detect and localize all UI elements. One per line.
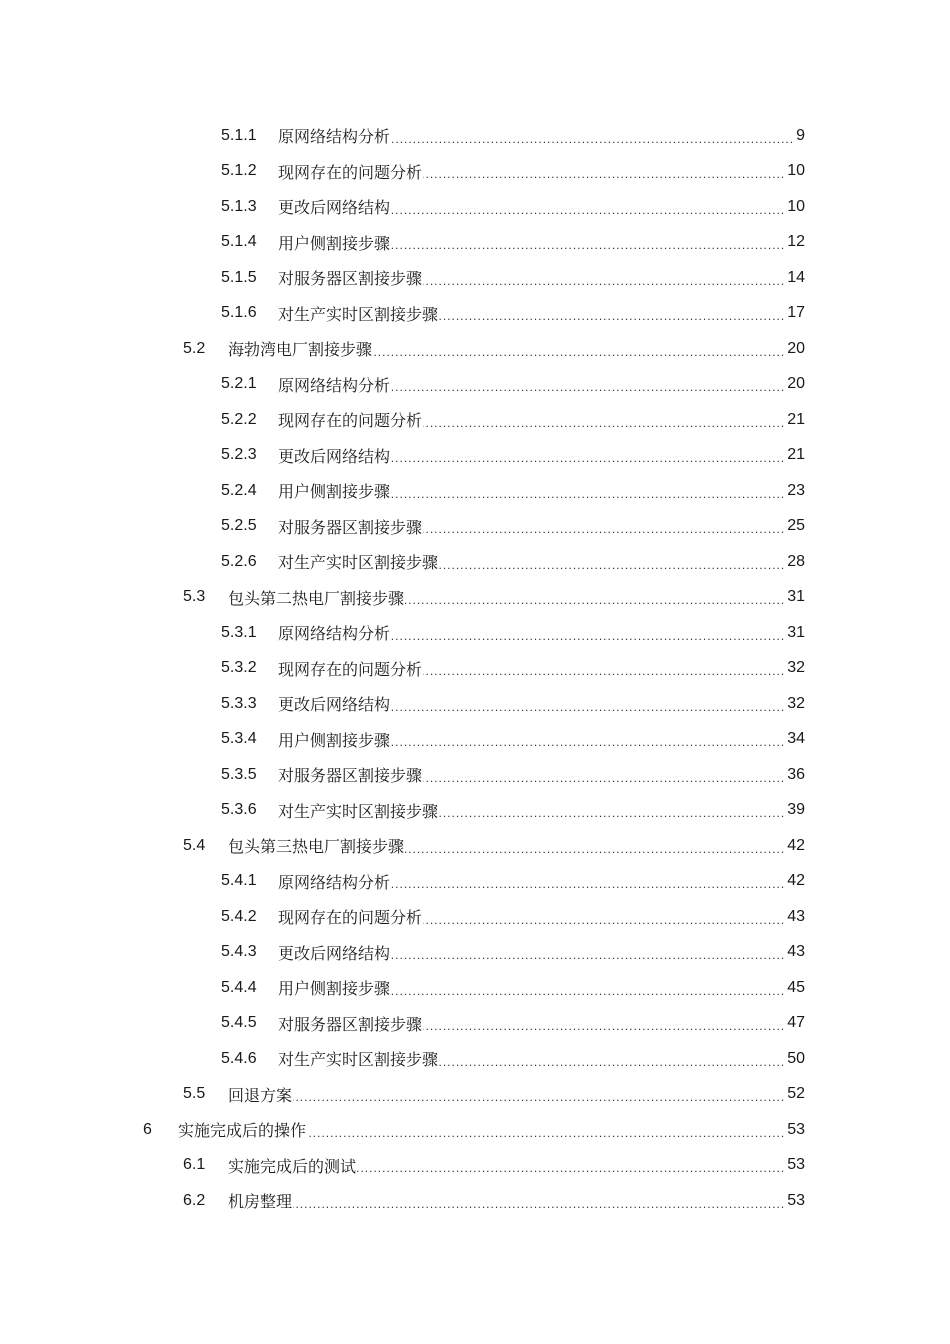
toc-entry[interactable] — [0, 580, 950, 616]
toc-entry-title: 用户侧割接步骤 — [278, 482, 391, 502]
toc-entry[interactable] — [0, 473, 950, 509]
toc-entry-page-number: 32 — [787, 694, 805, 712]
toc-entry-page-number: 23 — [787, 481, 805, 499]
toc-entry-number: 5.3.6 — [221, 801, 257, 819]
toc-entry[interactable] — [0, 544, 950, 580]
toc-entry-page-number: 36 — [787, 765, 805, 783]
toc-entry[interactable] — [0, 260, 950, 296]
toc-entry-page-number: 53 — [787, 1156, 805, 1174]
toc-entry-number: 5.3.5 — [221, 765, 257, 783]
toc-entry-title: 更改后网络结构 — [278, 695, 391, 715]
toc-dot-leader — [439, 309, 785, 323]
toc-entry-page-number: 50 — [787, 1049, 805, 1067]
toc-entry-title: 对服务器区割接步骤 — [278, 1014, 423, 1034]
toc-entry[interactable] — [0, 189, 950, 225]
toc-entry-title: 包头第二热电厂割接步骤 — [228, 588, 405, 608]
toc-entry-page-number: 31 — [787, 588, 805, 606]
toc-entry-number: 6.2 — [183, 1191, 206, 1209]
toc-entry[interactable] — [0, 935, 950, 971]
toc-entry-title: 更改后网络结构 — [278, 446, 391, 466]
toc-entry-page-number: 20 — [787, 339, 805, 357]
toc-entry-number: 5.2.1 — [221, 375, 257, 393]
toc-entry-page-number: 42 — [787, 836, 805, 854]
toc-dot-leader — [391, 948, 785, 962]
toc-entry-title: 现网存在的问题分析 — [278, 908, 423, 928]
toc-entry-page-number: 43 — [787, 943, 805, 961]
toc-entry[interactable] — [0, 1183, 950, 1219]
toc-entry-number: 5.2.6 — [221, 552, 257, 570]
toc-entry-number: 5.2.2 — [221, 410, 257, 428]
toc-entry-title: 用户侧割接步骤 — [278, 233, 391, 253]
toc-entry-number: 5.4 — [183, 836, 206, 854]
toc-dot-leader — [391, 203, 785, 217]
toc-dot-leader — [391, 238, 785, 252]
toc-entry-page-number: 20 — [787, 375, 805, 393]
toc-entry-number: 5.2.4 — [221, 481, 257, 499]
toc-entry[interactable] — [0, 1006, 950, 1042]
toc-entry[interactable] — [0, 793, 950, 829]
toc-dot-leader — [423, 274, 785, 288]
toc-entry-page-number: 17 — [787, 304, 805, 322]
toc-dot-leader — [391, 487, 785, 501]
toc-dot-leader — [423, 167, 785, 181]
toc-entry-number: 5.2.5 — [221, 517, 257, 535]
toc-dot-leader — [391, 735, 785, 749]
toc-entry-title: 对服务器区割接步骤 — [278, 269, 423, 289]
toc-entry[interactable] — [0, 686, 950, 722]
toc-dot-leader — [293, 1197, 785, 1211]
toc-entry-page-number: 43 — [787, 907, 805, 925]
toc-entry-title: 现网存在的问题分析 — [278, 411, 423, 431]
toc-dot-leader — [423, 416, 785, 430]
toc-entry[interactable] — [0, 1148, 950, 1184]
toc-dot-leader — [391, 700, 785, 714]
toc-dot-leader — [423, 522, 785, 536]
toc-entry-title: 现网存在的问题分析 — [278, 162, 423, 182]
toc-entry[interactable] — [0, 438, 950, 474]
toc-entry-title: 对生产实时区割接步骤 — [278, 553, 439, 573]
toc-entry-page-number: 42 — [787, 872, 805, 890]
toc-entry[interactable] — [0, 509, 950, 545]
toc-entry-title: 原网络结构分析 — [278, 375, 391, 395]
toc-entry-number: 5.2 — [183, 339, 206, 357]
toc-dot-leader — [391, 451, 785, 465]
toc-entry[interactable] — [0, 828, 950, 864]
toc-entry-number: 5.4.4 — [221, 978, 257, 996]
toc-dot-leader — [391, 132, 794, 146]
toc-entry-page-number: 9 — [796, 126, 805, 144]
toc-entry-title: 原网络结构分析 — [278, 872, 391, 892]
toc-entry-title: 对服务器区割接步骤 — [278, 766, 423, 786]
toc-entry-page-number: 28 — [787, 552, 805, 570]
toc-entry-number: 5.1.6 — [221, 304, 257, 322]
toc-entry-title: 现网存在的问题分析 — [278, 659, 423, 679]
toc-entry-number: 6 — [143, 1120, 152, 1138]
toc-entry-number: 5.3.1 — [221, 623, 257, 641]
toc-entry-page-number: 25 — [787, 517, 805, 535]
toc-entry-number: 5.5 — [183, 1085, 206, 1103]
toc-entry-number: 5.1.5 — [221, 268, 257, 286]
toc-entry-page-number: 21 — [787, 446, 805, 464]
toc-entry[interactable] — [0, 864, 950, 900]
toc-entry-number: 5.1.4 — [221, 233, 257, 251]
toc-entry-page-number: 10 — [787, 197, 805, 215]
toc-entry-number: 5.1.1 — [221, 126, 257, 144]
toc-entry-page-number: 12 — [787, 233, 805, 251]
toc-dot-leader — [391, 877, 785, 891]
toc-entry-title: 原网络结构分析 — [278, 624, 391, 644]
toc-entry-page-number: 52 — [787, 1085, 805, 1103]
table-of-contents — [0, 118, 950, 1219]
toc-entry-title: 包头第三热电厂割接步骤 — [228, 837, 405, 857]
toc-dot-leader — [423, 913, 785, 927]
toc-entry-title: 用户侧割接步骤 — [278, 730, 391, 750]
toc-entry-number: 6.1 — [183, 1156, 206, 1174]
toc-entry-number: 5.3.3 — [221, 694, 257, 712]
toc-entry[interactable] — [0, 1112, 950, 1148]
toc-dot-leader — [439, 806, 785, 820]
toc-entry-title: 对生产实时区割接步骤 — [278, 1050, 439, 1070]
toc-entry-page-number: 45 — [787, 978, 805, 996]
toc-dot-leader — [293, 1090, 785, 1104]
toc-entry-title: 机房整理 — [228, 1192, 293, 1212]
toc-entry-number: 5.3.4 — [221, 730, 257, 748]
toc-entry-number: 5.3.2 — [221, 659, 257, 677]
toc-entry[interactable] — [0, 154, 950, 190]
toc-entry[interactable] — [0, 722, 950, 758]
toc-dot-leader — [391, 984, 785, 998]
toc-entry-page-number: 31 — [787, 623, 805, 641]
toc-entry-title: 更改后网络结构 — [278, 198, 391, 218]
toc-entry-page-number: 53 — [787, 1120, 805, 1138]
toc-entry-page-number: 21 — [787, 410, 805, 428]
toc-dot-leader — [391, 380, 785, 394]
toc-entry[interactable] — [0, 225, 950, 261]
toc-entry-number: 5.4.5 — [221, 1014, 257, 1032]
toc-entry[interactable] — [0, 296, 950, 332]
toc-entry-number: 5.4.2 — [221, 907, 257, 925]
toc-entry[interactable] — [0, 402, 950, 438]
toc-dot-leader — [373, 345, 785, 359]
toc-entry-number: 5.4.3 — [221, 943, 257, 961]
toc-entry-title: 原网络结构分析 — [278, 127, 391, 147]
toc-dot-leader — [439, 1055, 785, 1069]
toc-entry-number: 5.4.6 — [221, 1049, 257, 1067]
toc-dot-leader — [423, 771, 785, 785]
toc-entry[interactable] — [0, 1041, 950, 1077]
toc-entry-page-number: 39 — [787, 801, 805, 819]
toc-entry-title: 实施完成后的操作 — [178, 1121, 307, 1141]
toc-dot-leader — [439, 558, 785, 572]
toc-entry-title: 对生产实时区割接步骤 — [278, 801, 439, 821]
toc-dot-leader — [423, 664, 785, 678]
toc-dot-leader — [307, 1126, 785, 1140]
toc-entry-number: 5.1.2 — [221, 162, 257, 180]
toc-dot-leader — [391, 629, 785, 643]
toc-entry-page-number: 47 — [787, 1014, 805, 1032]
toc-entry-title: 回退方案 — [228, 1085, 293, 1105]
toc-entry-title: 对生产实时区割接步骤 — [278, 304, 439, 324]
toc-entry[interactable] — [0, 899, 950, 935]
toc-entry-page-number: 14 — [787, 268, 805, 286]
toc-entry-page-number: 32 — [787, 659, 805, 677]
toc-dot-leader — [423, 1019, 785, 1033]
toc-entry[interactable] — [0, 331, 950, 367]
toc-entry-page-number: 53 — [787, 1191, 805, 1209]
toc-entry-title: 对服务器区割接步骤 — [278, 517, 423, 537]
toc-dot-leader — [405, 593, 785, 607]
toc-entry[interactable] — [0, 757, 950, 793]
toc-entry[interactable] — [0, 118, 950, 154]
toc-entry[interactable] — [0, 651, 950, 687]
toc-entry-title: 更改后网络结构 — [278, 943, 391, 963]
toc-entry[interactable] — [0, 615, 950, 651]
toc-dot-leader — [405, 842, 785, 856]
toc-dot-leader — [357, 1161, 785, 1175]
toc-entry-title: 海勃湾电厂割接步骤 — [228, 340, 373, 360]
toc-entry-page-number: 10 — [787, 162, 805, 180]
toc-entry-number: 5.3 — [183, 588, 206, 606]
toc-entry[interactable] — [0, 1077, 950, 1113]
toc-entry-number: 5.2.3 — [221, 446, 257, 464]
toc-entry[interactable] — [0, 367, 950, 403]
toc-entry-title: 实施完成后的测试 — [228, 1156, 357, 1176]
toc-entry-page-number: 34 — [787, 730, 805, 748]
toc-entry[interactable] — [0, 970, 950, 1006]
toc-entry-number: 5.1.3 — [221, 197, 257, 215]
toc-entry-number: 5.4.1 — [221, 872, 257, 890]
toc-entry-title: 用户侧割接步骤 — [278, 979, 391, 999]
